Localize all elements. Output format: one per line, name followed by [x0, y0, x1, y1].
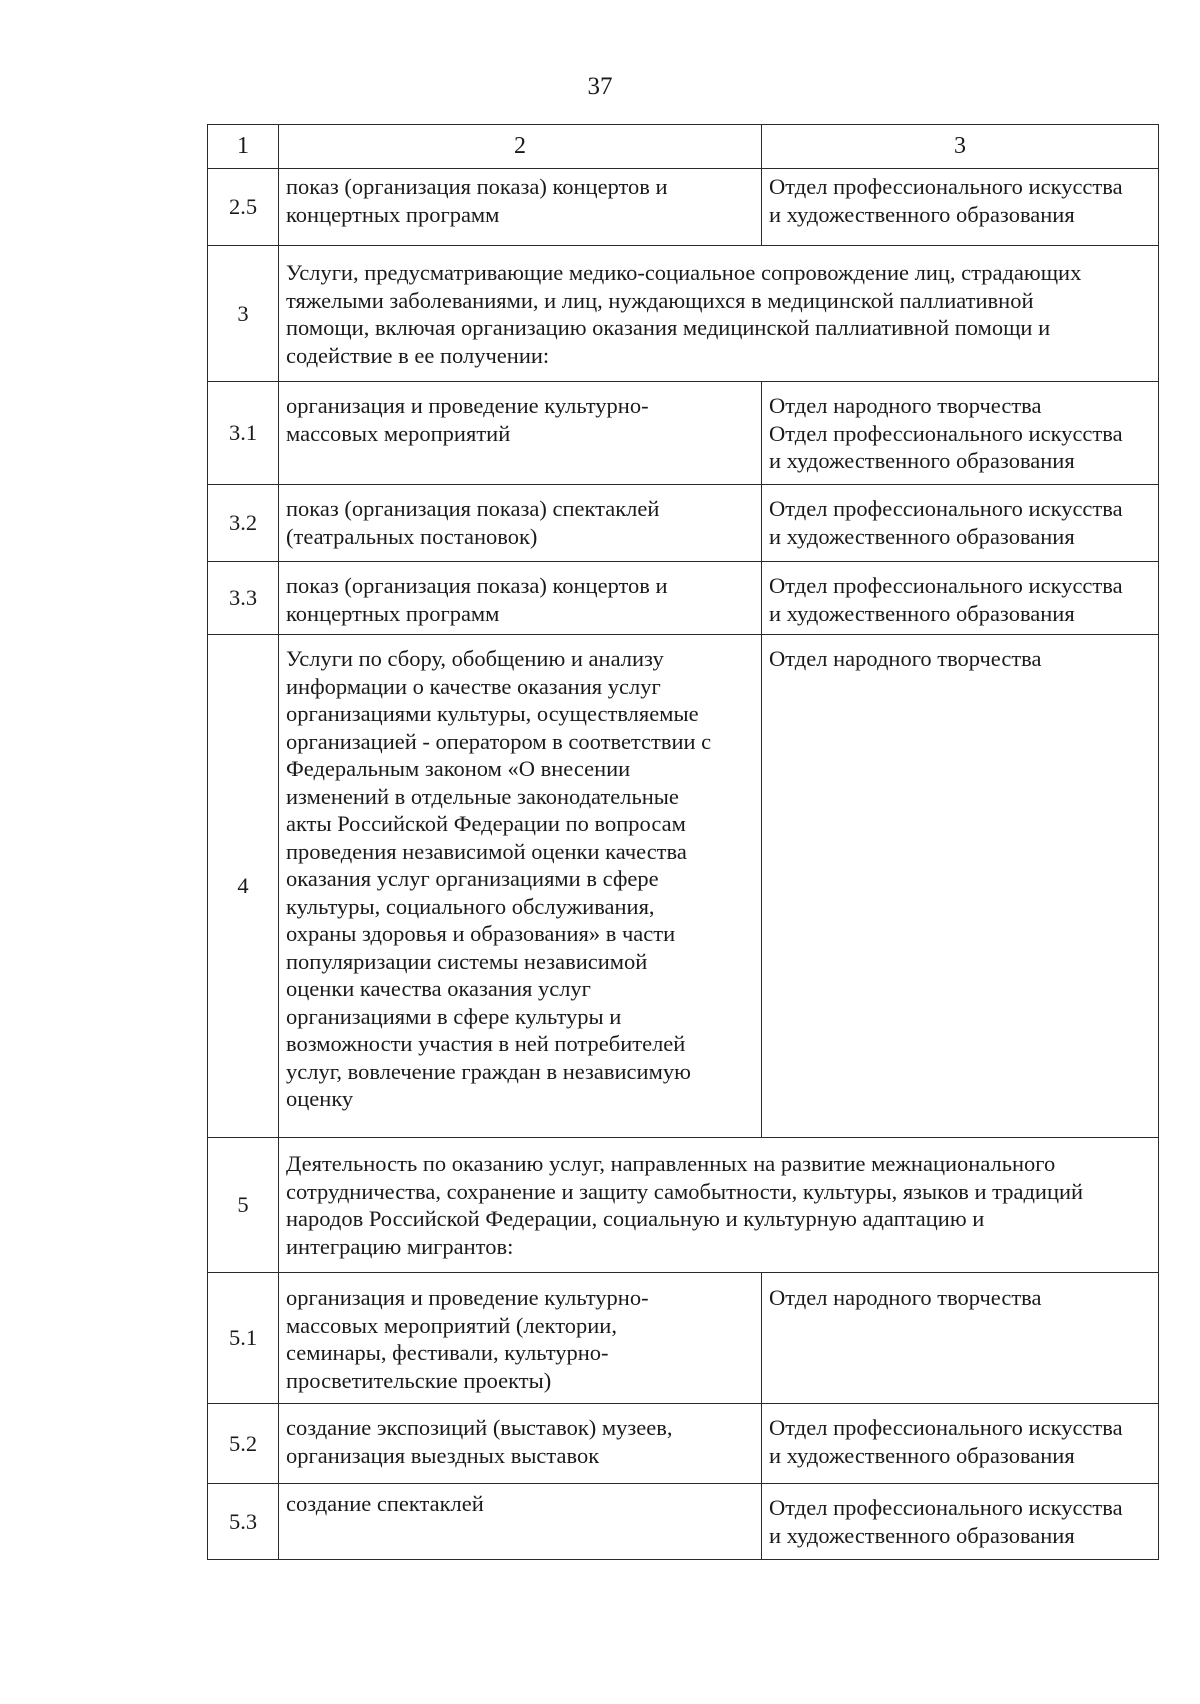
- department-cell: Отдел профессионального искусства и художественного образования: [762, 169, 1159, 246]
- row-number: 5.3: [208, 1484, 279, 1560]
- row-number: 3.1: [208, 382, 279, 485]
- table-header-row: [208, 125, 1159, 169]
- table-row: [208, 1484, 1159, 1560]
- department-cell: Отдел народного творчества: [762, 1273, 1159, 1404]
- row-number: 3.3: [208, 562, 279, 635]
- service-cell: показ (организация показа) концертов и концертных программ: [279, 562, 762, 635]
- table-row: [208, 1273, 1159, 1404]
- department-cell: Отдел профессионального искусства и художественного образования: [762, 1404, 1159, 1484]
- service-cell: создание экспозиций (выставок) музеев, организация выездных выставок: [279, 1404, 762, 1484]
- department-cell: Отдел профессионального искусства и художественного образования: [762, 562, 1159, 635]
- row-number: 5: [208, 1138, 279, 1273]
- service-cell: показ (организация показа) спектаклей (театральных постановок): [279, 485, 762, 562]
- section-heading-cell: Деятельность по оказанию услуг, направленных на развитие межнационального сотрудничества, сохранение и защиту самобытности, культуры, языков и традиций народов Российской Федерации, социальную и культурную адаптацию и интеграцию мигрантов:: [279, 1138, 1159, 1273]
- department-cell: Отдел профессионального искусства и художественного образования: [762, 485, 1159, 562]
- table-row: [208, 382, 1159, 485]
- department-cell: Отдел профессионального искусства и художественного образования: [762, 1484, 1159, 1560]
- row-number: 5.1: [208, 1273, 279, 1404]
- service-cell: создание спектаклей: [279, 1484, 762, 1560]
- table-section-row: [208, 1138, 1159, 1273]
- table-row: [208, 1404, 1159, 1484]
- table-row: [208, 635, 1159, 1138]
- table-section-row: [208, 246, 1159, 382]
- service-cell: организация и проведение культурно- массовых мероприятий (лектории, семинары, фестивали, культурно- просветительские проекты): [279, 1273, 762, 1404]
- row-number: 5.2: [208, 1404, 279, 1484]
- table-row: [208, 169, 1159, 246]
- table-row: [208, 485, 1159, 562]
- row-number: 3.2: [208, 485, 279, 562]
- service-cell: организация и проведение культурно- массовых мероприятий: [279, 382, 762, 485]
- department-cell: Отдел народного творчества Отдел профессионального искусства и художественного образования: [762, 382, 1159, 485]
- service-cell: Услуги по сбору, обобщению и анализу информации о качестве оказания услуг организациями культуры, осуществляемые организацией - оператором в соответствии с Федеральным законом «О внесении изменений в отдельные законодательные акты Российской Федерации по вопросам проведения независимой оценки качества оказания услуг организациями в сфере культуры, социального обслуживания, охраны здоровья и образования» в части популяризации системы независимой оценки качества оказания услуг организациями в сфере культуры и возможности участия в ней потребителей услуг, вовлечение граждан в независимую оценку: [279, 635, 762, 1138]
- row-number: 4: [208, 635, 279, 1138]
- page-number: 37: [587, 73, 613, 100]
- table-row: [208, 562, 1159, 635]
- service-cell: показ (организация показа) концертов и концертных программ: [279, 169, 762, 246]
- section-heading-cell: Услуги, предусматривающие медико-социальное сопровождение лиц, страдающих тяжелыми заболеваниями, и лиц, нуждающихся в медицинской паллиативной помощи, включая организацию оказания медицинской паллиативной помощи и содействие в ее получении:: [279, 246, 1159, 382]
- header-cell-3: 3: [762, 125, 1159, 169]
- row-number: 3: [208, 246, 279, 382]
- department-cell: Отдел народного творчества: [762, 635, 1159, 1138]
- header-cell-1: 1: [208, 125, 279, 169]
- services-table: [207, 124, 1159, 1560]
- row-number: 2.5: [208, 169, 279, 246]
- header-cell-2: 2: [279, 125, 762, 169]
